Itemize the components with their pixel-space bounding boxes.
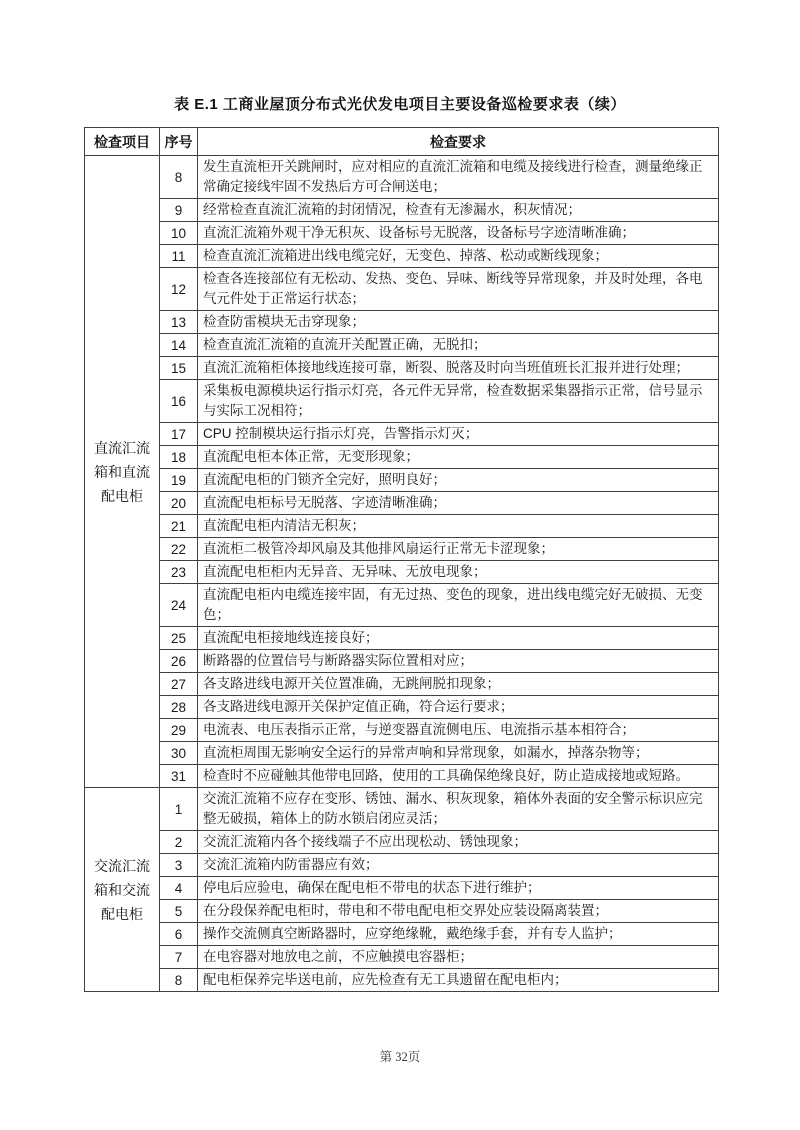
section-label-cell: 直流汇流箱和直流配电柜 xyxy=(85,156,160,788)
table-row xyxy=(85,515,719,538)
requirement-cell: 断路器的位置信号与断路器实际位置相对应； xyxy=(198,650,719,673)
table-row xyxy=(85,946,719,969)
table-row xyxy=(85,900,719,923)
row-number-cell: 16 xyxy=(160,380,198,423)
row-number-cell: 21 xyxy=(160,515,198,538)
requirement-cell: 在电容器对地放电之前，不应触摸电容器柜； xyxy=(198,946,719,969)
row-number-cell: 22 xyxy=(160,538,198,561)
table-row xyxy=(85,854,719,877)
row-number-cell: 9 xyxy=(160,199,198,222)
requirement-cell: CPU 控制模块运行指示灯亮，告警指示灯灭； xyxy=(198,423,719,446)
requirement-cell: 采集板电源模块运行指示灯亮，各元件无异常，检查数据采集器指示正常，信号显示与实际工况相符； xyxy=(198,380,719,423)
row-number-cell: 20 xyxy=(160,492,198,515)
table-row xyxy=(85,334,719,357)
table-row xyxy=(85,492,719,515)
row-number-cell: 8 xyxy=(160,156,198,199)
table-row xyxy=(85,584,719,627)
requirement-cell: 直流汇流箱柜体接地线连接可靠，断裂、脱落及时向当班值班长汇报并进行处理； xyxy=(198,357,719,380)
table-row xyxy=(85,423,719,446)
table-row xyxy=(85,156,719,199)
requirement-cell: 直流配电柜内电缆连接牢固，有无过热、变色的现象，进出线电缆完好无破损、无变色； xyxy=(198,584,719,627)
header-cell-item: 检查项目 xyxy=(85,128,160,156)
table-row xyxy=(85,446,719,469)
header-cell-number: 序号 xyxy=(160,128,198,156)
requirement-cell: 直流配电柜内清洁无积灰； xyxy=(198,515,719,538)
table-row xyxy=(85,650,719,673)
row-number-cell: 18 xyxy=(160,446,198,469)
row-number-cell: 26 xyxy=(160,650,198,673)
header-cell-requirement: 检查要求 xyxy=(198,128,719,156)
requirement-cell: 检查直流汇流箱的直流开关配置正确，无脱扣； xyxy=(198,334,719,357)
table-row xyxy=(85,831,719,854)
requirement-cell: 直流配电柜柜内无异音、无异味、无放电现象； xyxy=(198,561,719,584)
row-number-cell: 23 xyxy=(160,561,198,584)
requirement-cell: 检查时不应碰触其他带电回路，使用的工具确保绝缘良好，防止造成接地或短路。 xyxy=(198,765,719,788)
requirement-cell: 直流柜周围无影响安全运行的异常声响和异常现象，如漏水，掉落杂物等； xyxy=(198,742,719,765)
table-header xyxy=(85,128,719,156)
requirement-cell: 经常检查直流汇流箱的封闭情况，检查有无渗漏水，积灰情况； xyxy=(198,199,719,222)
table-header-row xyxy=(85,128,719,156)
requirement-cell: 直流汇流箱外观干净无积灰、设备标号无脱落，设备标号字迹清晰准确； xyxy=(198,222,719,245)
row-number-cell: 15 xyxy=(160,357,198,380)
requirement-cell: 交流汇流箱内各个接线端子不应出现松动、锈蚀现象； xyxy=(198,831,719,854)
requirement-cell: 电流表、电压表指示正常，与逆变器直流侧电压、电流指示基本相符合； xyxy=(198,719,719,742)
table-row xyxy=(85,245,719,268)
requirement-cell: 配电柜保养完毕送电前，应先检查有无工具遗留在配电柜内； xyxy=(198,969,719,992)
table-row xyxy=(85,742,719,765)
inspection-table xyxy=(84,127,719,992)
requirement-cell: 检查直流汇流箱进出线电缆完好，无变色、掉落、松动或断线现象； xyxy=(198,245,719,268)
requirement-cell: 直流配电柜本体正常，无变形现象； xyxy=(198,446,719,469)
requirement-cell: 直流配电柜接地线连接良好； xyxy=(198,627,719,650)
row-number-cell: 8 xyxy=(160,969,198,992)
requirement-cell: 各支路进线电源开关保护定值正确，符合运行要求； xyxy=(198,696,719,719)
row-number-cell: 12 xyxy=(160,268,198,311)
requirement-cell: 操作交流侧真空断路器时，应穿绝缘靴，戴绝缘手套，并有专人监护； xyxy=(198,923,719,946)
requirement-cell: 各支路进线电源开关位置准确，无跳闸脱扣现象； xyxy=(198,673,719,696)
row-number-cell: 4 xyxy=(160,877,198,900)
table-row xyxy=(85,969,719,992)
table-row xyxy=(85,765,719,788)
table-row xyxy=(85,923,719,946)
row-number-cell: 30 xyxy=(160,742,198,765)
row-number-cell: 10 xyxy=(160,222,198,245)
table-row xyxy=(85,788,719,831)
requirement-cell: 检查各连接部位有无松动、发热、变色、异味、断线等异常现象，并及时处理，各电气元件处于正常运行状态； xyxy=(198,268,719,311)
table-row xyxy=(85,719,719,742)
table-body xyxy=(85,156,719,992)
table-row xyxy=(85,877,719,900)
table-row xyxy=(85,380,719,423)
row-number-cell: 5 xyxy=(160,900,198,923)
requirement-cell: 停电后应验电，确保在配电柜不带电的状态下进行维护； xyxy=(198,877,719,900)
row-number-cell: 7 xyxy=(160,946,198,969)
row-number-cell: 14 xyxy=(160,334,198,357)
table-row xyxy=(85,696,719,719)
table-row xyxy=(85,199,719,222)
table-row xyxy=(85,673,719,696)
table-row xyxy=(85,469,719,492)
row-number-cell: 6 xyxy=(160,923,198,946)
requirement-cell: 直流配电柜的门锁齐全完好，照明良好； xyxy=(198,469,719,492)
page-title: 表 E.1 工商业屋顶分布式光伏发电项目主要设备巡检要求表（续） xyxy=(174,96,626,113)
table-row xyxy=(85,627,719,650)
row-number-cell: 27 xyxy=(160,673,198,696)
row-number-cell: 25 xyxy=(160,627,198,650)
table-row xyxy=(85,538,719,561)
row-number-cell: 24 xyxy=(160,584,198,627)
row-number-cell: 29 xyxy=(160,719,198,742)
row-number-cell: 3 xyxy=(160,854,198,877)
row-number-cell: 17 xyxy=(160,423,198,446)
requirement-cell: 直流柜二极管冷却风扇及其他排风扇运行正常无卡涩现象； xyxy=(198,538,719,561)
table-row xyxy=(85,222,719,245)
requirement-cell: 交流汇流箱内防雷器应有效； xyxy=(198,854,719,877)
row-number-cell: 19 xyxy=(160,469,198,492)
row-number-cell: 2 xyxy=(160,831,198,854)
page-number: 第 32页 xyxy=(379,1050,421,1064)
table-row xyxy=(85,268,719,311)
requirement-cell: 在分段保养配电柜时，带电和不带电配电柜交界处应装设隔离装置； xyxy=(198,900,719,923)
requirement-cell: 发生直流柜开关跳闸时，应对相应的直流汇流箱和电缆及接线进行检查，测量绝缘正常确定接线牢固不发热后方可合闸送电； xyxy=(198,156,719,199)
row-number-cell: 28 xyxy=(160,696,198,719)
row-number-cell: 13 xyxy=(160,311,198,334)
requirement-cell: 检查防雷模块无击穿现象； xyxy=(198,311,719,334)
row-number-cell: 31 xyxy=(160,765,198,788)
table-row xyxy=(85,311,719,334)
table-row xyxy=(85,357,719,380)
row-number-cell: 1 xyxy=(160,788,198,831)
requirement-cell: 交流汇流箱不应存在变形、锈蚀、漏水、积灰现象，箱体外表面的安全警示标识应完整无破损，箱体上的防水锁启闭应灵活； xyxy=(198,788,719,831)
section-label-cell: 交流汇流箱和交流配电柜 xyxy=(85,788,160,992)
requirement-cell: 直流配电柜标号无脱落、字迹清晰准确； xyxy=(198,492,719,515)
table-row xyxy=(85,561,719,584)
row-number-cell: 11 xyxy=(160,245,198,268)
